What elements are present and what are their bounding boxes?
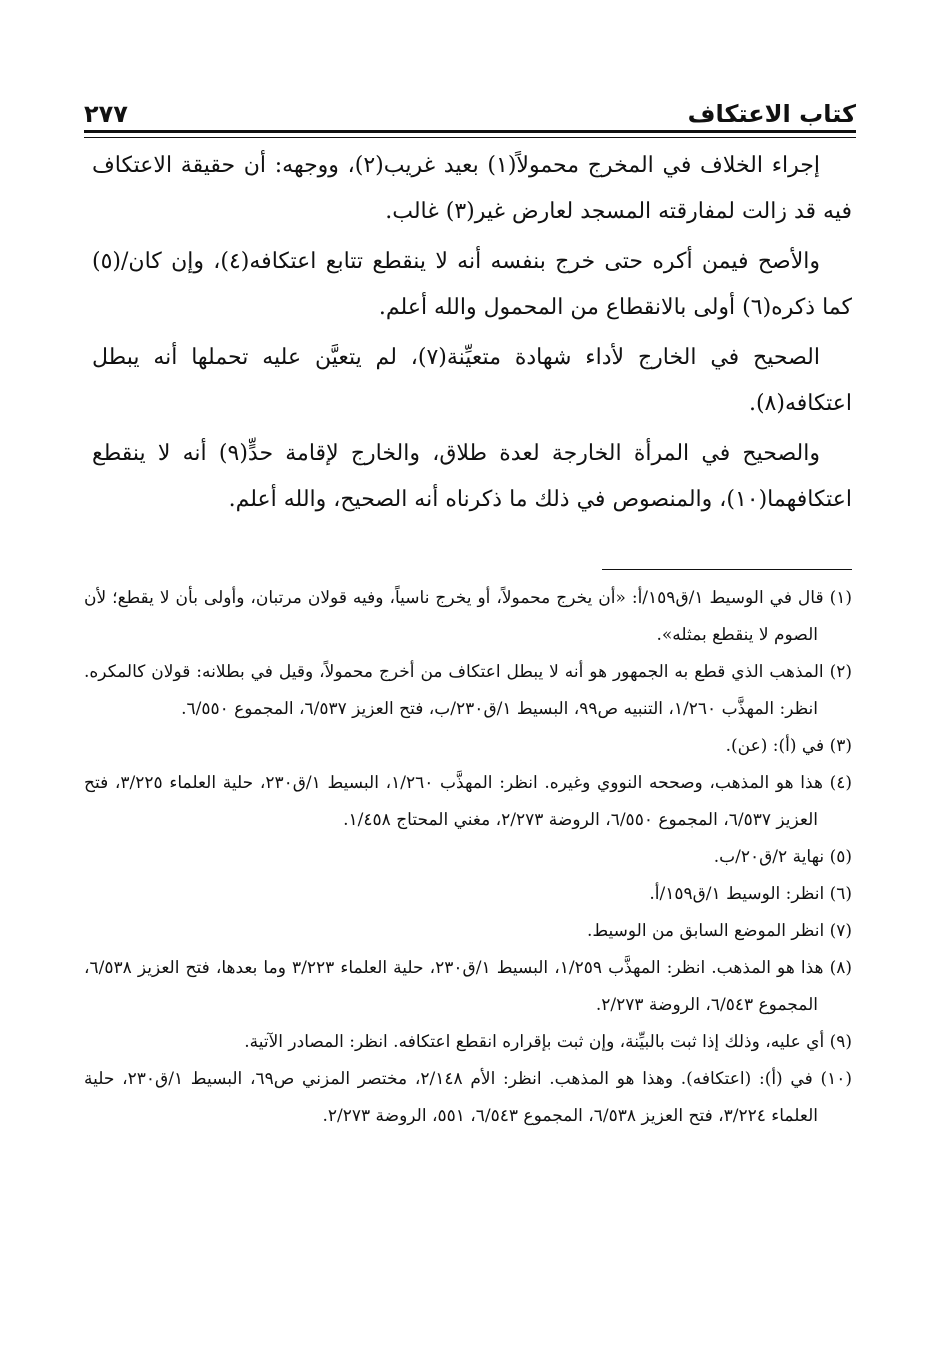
footnote: (٣) في (أ): (عن). — [725, 736, 852, 756]
chapter-title: كتاب الاعتكاف — [687, 100, 856, 128]
paragraph: إجراء الخلاف في المخرج محمولاً(١) بعيد غريب(٢)، ووجهه: أن حقيقة الاعتكاف فيه قد زالت لمفارقته المسجد لعارض غير(٣) غالب. — [92, 153, 852, 224]
paragraph: والأصح فيمن أكره حتى خرج بنفسه أنه لا ينقطع تتابع اعتكافه(٤)، وإن كان/(٥) كما ذكره(٦) أولى بالانقطاع من المحمول والله أعلم. — [92, 249, 852, 320]
footnote: (٤) هذا هو المذهب، وصححه النووي وغيره. انظر: المهذَّب ١/٢٦٠، البسيط ١/ق٢٣٠، حلية العلماء ٣/٢٢٥، فتح العزيز ٦/٥٣٧، المجموع ٦/٥٥٠، الروضة ٢/٢٧٣، مغني المحتاج ١/٤٥٨. — [84, 773, 852, 830]
running-header — [84, 92, 856, 128]
page-number: ٢٧٧ — [84, 100, 128, 128]
footnote: (٢) المذهب الذي قطع به الجمهور هو أنه لا يبطل اعتكاف من أخرج محمولاً، وقيل في بطلانه: قولان كالمكره. انظر: المهذَّب ١/٢٦٠، التنبيه ص٩٩، البسيط ١/ق٢٣٠/ب، فتح العزيز ٦/٥٣٧، المجموع ٦/٥٥٠. — [84, 662, 852, 719]
footnote: (١٠) في (أ): (اعتكافه). وهذا هو المذهب. انظر: الأم ٢/١٤٨، مختصر المزني ص٦٩، البسيط ١/ق٢٣٠، حلية العلماء ٣/٢٢٤، فتح العزيز ٦/٥٣٨، المجموع ٦/٥٤٣، ٥٥١، الروضة ٢/٢٧٣. — [84, 1069, 852, 1126]
footnotes — [84, 580, 852, 1135]
footnote: (٧) انظر الموضع السابق من الوسيط. — [586, 921, 852, 941]
footnote: (١) قال في الوسيط ١/ق١٥٩/أ: «أن يخرج محمولاً، أو يخرج ناسياً، وفيه قولان مرتبان، وأولى بأن لا يقطع؛ لأن الصوم لا ينقطع بمثله». — [84, 588, 852, 645]
footnote: (٩) أي عليه، وذلك إذا ثبت بالبيِّنة، وإن ثبت بإقراره انقطع اعتكافه. انظر: المصادر الآتية. — [244, 1032, 852, 1052]
main-text — [92, 143, 852, 527]
footnote-separator — [602, 569, 852, 570]
paragraph: والصحيح في المرأة الخارجة لعدة طلاق، والخارج لإقامة حدٍّ(٩) أنه لا ينقطع اعتكافهما(١٠)، والمنصوص في ذلك ما ذكرناه أنه الصحيح، والله أعلم. — [92, 441, 852, 512]
header-rule-thin — [84, 137, 856, 138]
footnote: (٥) نهاية ٢/ق٢٠/ب. — [713, 847, 852, 867]
paragraph: الصحيح في الخارج لأداء شهادة متعيِّنة(٧)، لم يتعيَّن عليه تحملها أنه يبطل اعتكافه(٨). — [92, 345, 852, 416]
footnote: (٦) انظر: الوسيط ١/ق١٥٩/أ. — [649, 884, 852, 904]
header-rule-thick — [84, 130, 856, 133]
footnote: (٨) هذا هو المذهب. انظر: المهذَّب ١/٢٥٩، البسيط ١/ق٢٣٠، حلية العلماء ٣/٢٢٣ وما بعدها، فتح العزيز ٦/٥٣٨، المجموع ٦/٥٤٣، الروضة ٢/٢٧٣. — [84, 958, 853, 1015]
